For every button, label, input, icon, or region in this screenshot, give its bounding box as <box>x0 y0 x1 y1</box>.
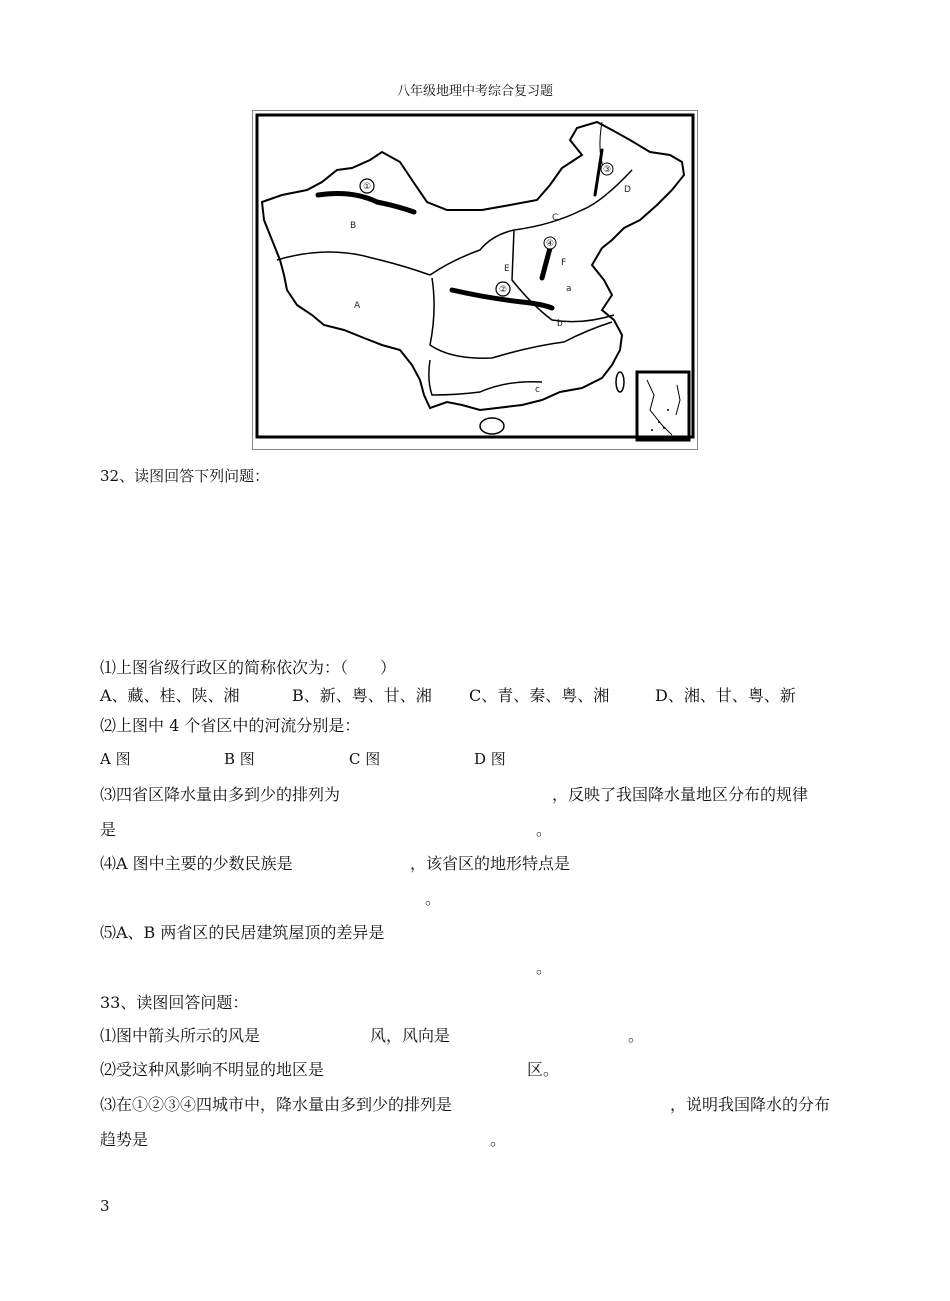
marker-2: ② <box>498 285 508 295</box>
q32-part3-continuation: ，反映了我国降水量地区分布的规律 <box>552 785 809 804</box>
q32-choice-c: C、青、秦、粤、湘 <box>469 686 610 705</box>
q32-part2-label-c: C 图 <box>349 750 381 768</box>
river-label-b: b <box>557 319 563 329</box>
river-label-a: a <box>566 284 572 294</box>
q33-part1-prompt: ⑴图中箭头所示的风是 <box>100 1026 261 1045</box>
q32-part2-label-a: A 图 <box>100 750 131 768</box>
q32-part3-period: 。 <box>536 820 553 839</box>
q33-part3-period: 。 <box>490 1130 507 1149</box>
marker-3: ③ <box>602 165 612 175</box>
region-label-b: B <box>350 221 357 231</box>
q33-part3-end: 趋势是 <box>100 1130 149 1149</box>
region-label-d: D <box>624 185 631 195</box>
q32-part2-label-d: D 图 <box>474 750 506 768</box>
q32-part2-label-b: B 图 <box>224 750 255 768</box>
q32-part5-period: 。 <box>536 958 553 977</box>
q33-title: 33、读图回答问题： <box>100 993 249 1012</box>
q33-part1-period: 。 <box>628 1026 645 1045</box>
q32-choice-a: A、藏、桂、陕、湘 <box>100 686 240 705</box>
q33-part3-continuation: ，说明我国降水的分布 <box>670 1095 831 1114</box>
page-header-title: 八年级地理中考综合复习题 <box>396 84 553 99</box>
page-number: 3 <box>100 1197 110 1215</box>
q32-part5-prompt: ⑸A、B 两省区的民居建筑屋顶的差异是 <box>100 923 385 942</box>
region-label-c: C <box>552 213 559 223</box>
region-label-f: F <box>561 258 567 268</box>
q32-part4-continuation: ，该省区的地形特点是 <box>410 854 571 873</box>
q32-part2: ⑵上图中 4 个省区中的河流分别是： <box>100 716 361 735</box>
region-label-e: E <box>504 264 510 274</box>
marker-1: ① <box>362 182 372 192</box>
q33-part2-prompt: ⑵受这种风影响不明显的地区是 <box>100 1060 325 1079</box>
region-label-a: A <box>354 301 361 311</box>
q33-part1-continuation: 风，风向是 <box>370 1026 451 1045</box>
q32-choice-d: D、湘、甘、粤、新 <box>655 686 796 705</box>
q32-part4-prompt: ⑷A 图中主要的少数民族是 <box>100 854 293 873</box>
q32-part4-period: 。 <box>425 889 442 908</box>
marker-4: ④ <box>545 239 555 249</box>
q32-choice-b: B、新、粤、甘、湘 <box>292 686 432 705</box>
q32-part3-prompt: ⑶四省区降水量由多到少的排列为 <box>100 785 341 804</box>
river-label-c: c <box>535 385 540 395</box>
q33-part3-prompt: ⑶在①②③④四城市中，降水量由多到少的排列是 <box>100 1095 453 1114</box>
q32-part3-end: 是 <box>100 820 117 839</box>
q32-part1: ⑴上图省级行政区的简称依次为：（ ） <box>100 658 397 677</box>
china-outline-map <box>252 110 698 450</box>
q33-part2-end: 区。 <box>527 1060 560 1079</box>
q32-title: 32、读图回答下列问题： <box>100 467 270 485</box>
